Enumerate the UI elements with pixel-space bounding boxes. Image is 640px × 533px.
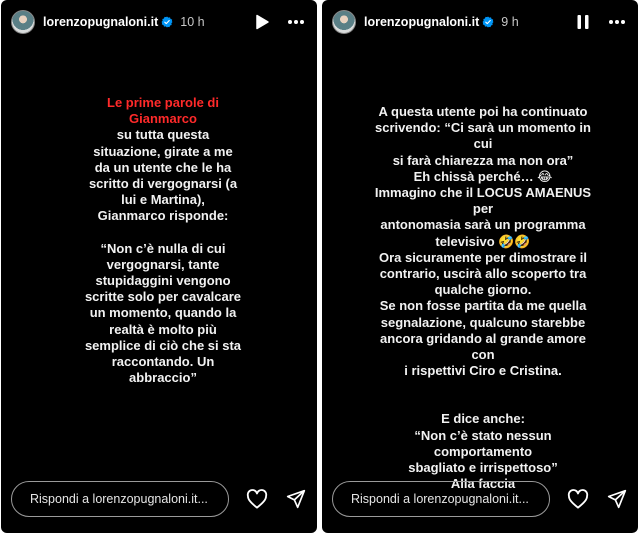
like-button[interactable]	[566, 487, 589, 511]
more-button[interactable]	[606, 11, 628, 33]
username[interactable]: lorenzopugnaloni.it	[43, 15, 159, 29]
reply-input[interactable]: Rispondi a lorenzopugnaloni.it...	[332, 481, 550, 517]
like-button[interactable]	[245, 487, 268, 511]
story-text	[1, 95, 317, 386]
verified-badge-icon	[482, 16, 494, 28]
story-paragraph: E dice anche: “Non c’è stato nessun comportamento sbagliato e irrispettoso” Alla faccia	[408, 411, 558, 492]
verified-badge-icon	[161, 16, 173, 28]
username[interactable]: lorenzopugnaloni.it	[364, 15, 480, 29]
pause-icon	[575, 14, 591, 30]
story-panel-left[interactable]	[1, 0, 317, 533]
heart-icon	[567, 489, 589, 509]
story-header	[332, 9, 628, 35]
avatar[interactable]	[11, 10, 35, 34]
send-icon	[607, 489, 627, 509]
more-icon	[608, 19, 626, 25]
story-footer	[332, 479, 628, 519]
share-button[interactable]	[284, 487, 307, 511]
story-text	[322, 104, 638, 492]
more-button[interactable]	[285, 11, 307, 33]
story-paragraph: A questa utente poi ha continuato scrivendo: “Ci sarà un momento in cui si farà chiarezza ma non ora” Eh chissà perché… 😂 Immagino che il LOCUS AMAENUS per antonomasia sarà un programma televisivo 🤣🤣 Ora sicuramente per dimostrare il contrario, uscirà allo scoperto tra qualche giorno. Se non fosse partita da me quella segnalazione, qualcuno starebbe ancora gridando al grande amore con i rispettivi Ciro e Cristina.	[374, 104, 592, 379]
avatar[interactable]	[332, 10, 356, 34]
story-time: 10 h	[180, 15, 205, 29]
heart-icon	[246, 489, 268, 509]
share-button[interactable]	[605, 487, 628, 511]
story-heading: Le prime parole di Gianmarco	[107, 95, 219, 127]
story-header	[11, 9, 307, 35]
send-icon	[286, 489, 306, 509]
story-panel-right[interactable]	[322, 0, 638, 533]
story-time: 9 h	[501, 15, 519, 29]
play-button[interactable]	[251, 11, 273, 33]
play-icon	[254, 14, 270, 30]
pause-button[interactable]	[572, 11, 594, 33]
story-quote: “Non c’è nulla di cui vergognarsi, tante stupidaggini vengono scritte solo per cavalcare un momento, quando la realtà è molto più semplice di ciò che si sta raccontando. Un abbraccio”	[84, 240, 242, 386]
story-footer	[11, 479, 307, 519]
more-icon	[287, 19, 305, 25]
reply-input[interactable]: Rispondi a lorenzopugnaloni.it...	[11, 481, 229, 517]
story-paragraph: su tutta questa situazione, girate a me da un utente che le ha scritto di vergognarsi (a lui e Martina), Gianmarco risponde:	[88, 127, 238, 224]
